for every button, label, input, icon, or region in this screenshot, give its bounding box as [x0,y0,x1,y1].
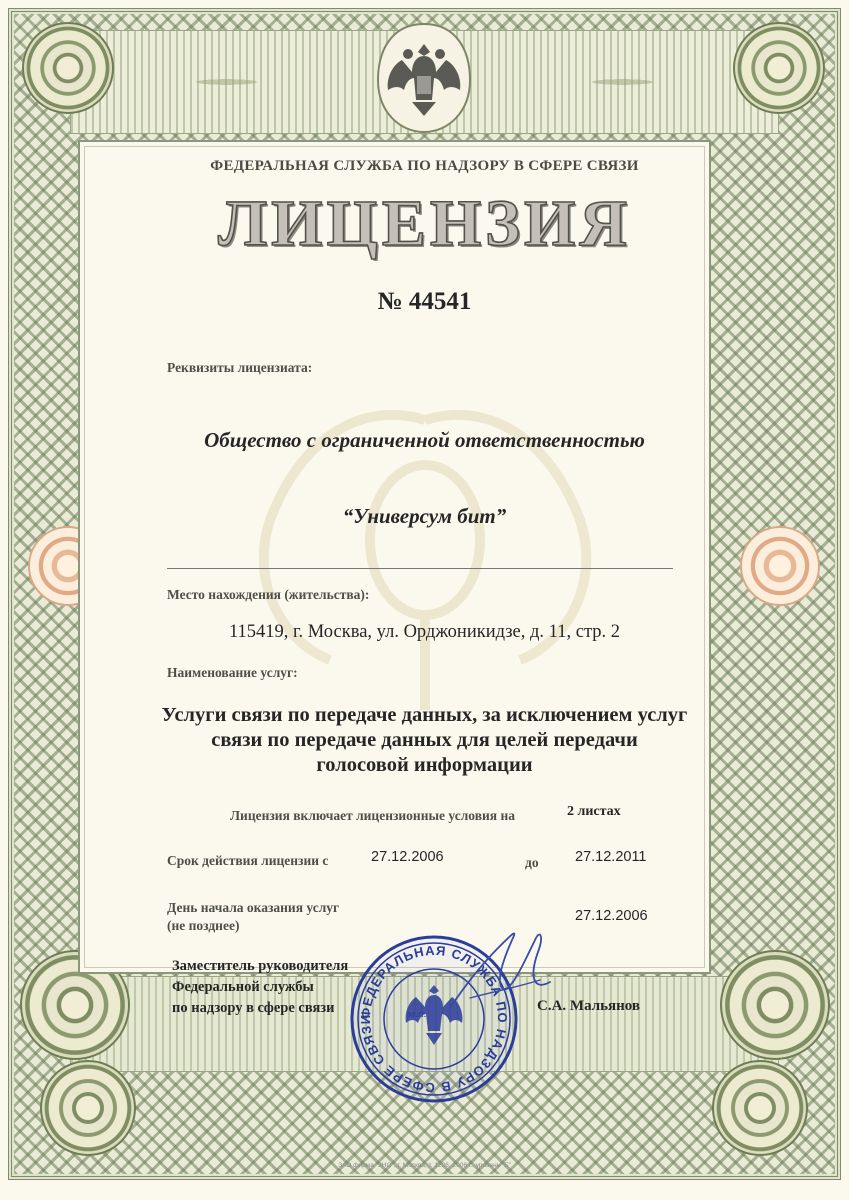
printer-imprint: ЗАО фирма "ЗНО", г. Москва, т. 1226, 2006 г., уровень "Б" [338,1162,511,1169]
conditions-label: Лицензия включает лицензионные условия на [230,808,515,823]
conditions-sheets: 2 листах [567,804,621,819]
side-rosette-right [740,526,820,606]
document-title: ЛИЦЕНЗИЯ [217,187,632,260]
service-start-date: 27.12.2006 [575,908,648,924]
services-line: связи по передаче данных для целей передачи [211,729,638,751]
signatory-title-line: Федеральной службы [172,979,314,995]
services-line: Услуги связи по передаче данных, за исключением услуг [161,704,688,726]
corner-rosette-top-left [22,22,114,114]
corner-rosette-bottom-right [712,1060,808,1156]
validity-from-date: 27.12.2006 [371,849,444,865]
state-emblem-icon [372,20,476,136]
licensee-details-label: Реквизиты лицензиата: [167,360,313,375]
corner-rosette-top-right [733,22,825,114]
company-form: Общество с ограниченной ответственностью [204,428,645,452]
validity-to-date: 27.12.2011 [575,849,647,865]
signatory-name: С.А. Мальянов [537,998,641,1014]
licensee-address: 115419, г. Москва, ул. Орджоникидзе, д. 11, стр. 2 [228,622,621,642]
watermark-eagle-icon [210,360,640,740]
service-start-note: (не позднее) [167,918,240,933]
services-description [0,703,849,778]
service-start-label: День начала оказания услуг [167,900,340,915]
validity-label: Срок действия лицензии с [167,853,329,868]
validity-to-label: до [525,855,539,870]
seal-text: ФЕДЕРАЛЬНАЯ СЛУЖБА ПО НАДЗОРУ В СФЕРЕ СВЯЗИ [357,942,511,1096]
company-name: “Универсум бит” [342,504,507,528]
seal-place-mark: м.п. [408,1008,427,1020]
services-line: голосовой информации [316,754,533,776]
services-label: Наименование услуг: [167,665,298,680]
corner-rosette-mid-right [720,950,830,1060]
divider-line [167,568,673,569]
location-label: Место нахождения (жительства): [167,587,370,602]
signatory-title [172,956,348,1019]
license-number: № 44541 [377,288,472,315]
corner-rosette-bottom-left [40,1060,136,1156]
signatory-title-line: Заместитель руководителя [172,958,349,974]
agency-name: ФЕДЕРАЛЬНАЯ СЛУЖБА ПО НАДЗОРУ В СФЕРЕ СВЯЗИ [210,158,639,174]
signatory-title-line: по надзору в сфере связи [172,1000,335,1016]
